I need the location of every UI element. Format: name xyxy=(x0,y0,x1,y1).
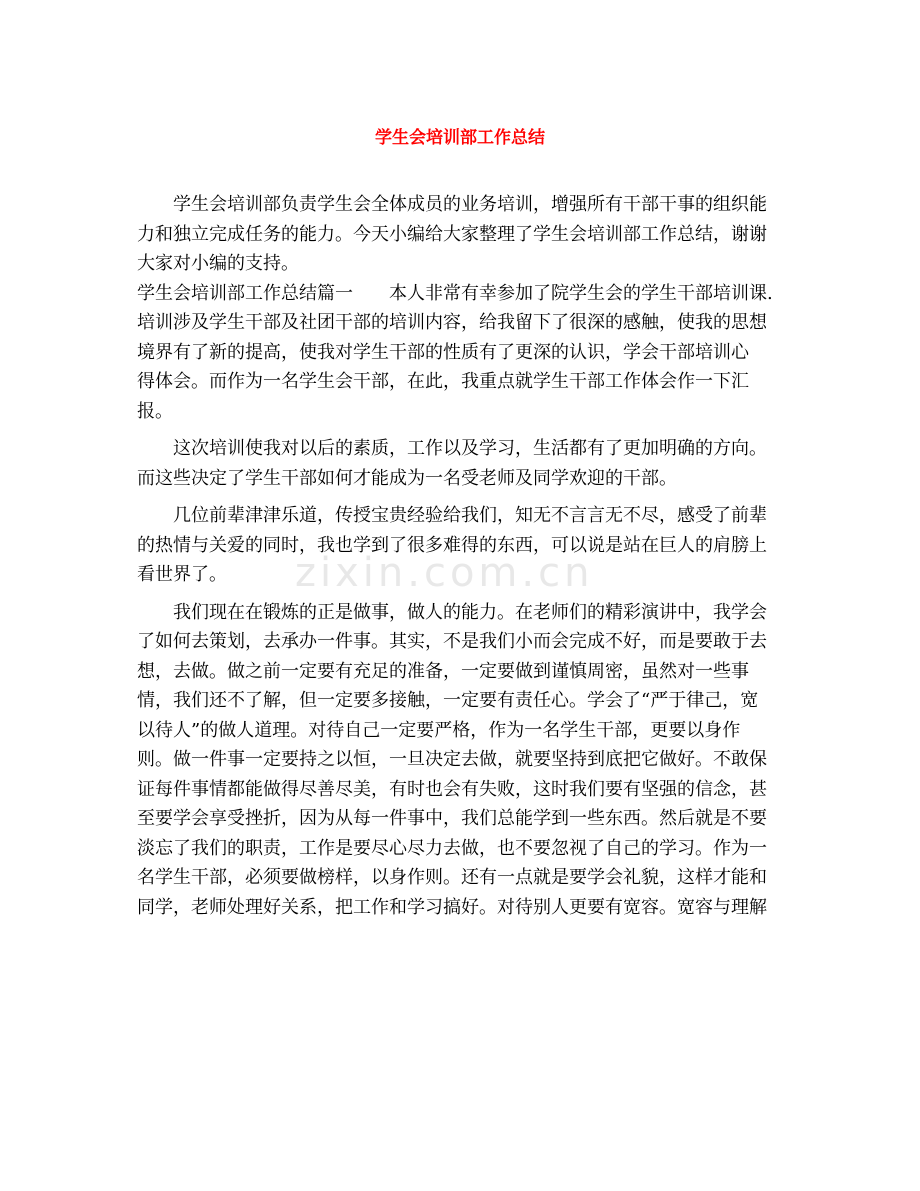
text-line: 则。做一件事一定要持之以恒，一旦决定去做，就要坚持到底把它做好。不敢保 xyxy=(137,749,767,770)
text-line: 得体会。而作为一名学生会干部，在此，我重点就学生干部工作体会作一下汇 xyxy=(137,371,749,392)
text-line: 证每件事情都能做得尽善尽美，有时也会有失败，这时我们要有坚强的信念，甚 xyxy=(137,778,767,800)
text-line: 大家对小编的支持。 xyxy=(137,253,299,274)
text-line: 我们现在在锻炼的正是做事，做人的能力。在老师们的精彩演讲中，我学会 xyxy=(173,601,767,623)
watermark: zixin.com.cn xyxy=(295,550,594,596)
text-line: 几位前辈津津乐道，传授宝贵经验给我们，知无不言言无不尽，感受了前辈 xyxy=(173,505,767,526)
text-line: 报。 xyxy=(137,400,173,422)
section-first-line: 本人非常有幸参加了院学生会的学生干部培训课. xyxy=(389,282,773,304)
text-line: 想，去做。做之前一定要有充足的准备，一定要做到谨慎周密，虽然对一些事 xyxy=(137,660,749,682)
paragraph-4 xyxy=(137,598,777,923)
document-body xyxy=(137,190,777,922)
document-title: 学生会培训部工作总结 xyxy=(375,128,545,148)
text-line: 学生会培训部负责学生会全体成员的业务培训，增强所有干部干事的组织能 xyxy=(173,194,767,215)
text-line: 名学生干部，必须要做榜样，以身作则。还有一点就是要学会礼貌，这样才能和 xyxy=(137,867,767,888)
text-line: 境界有了新的提高，使我对学生干部的性质有了更深的认识，学会干部培训心 xyxy=(137,341,749,363)
text-line: 培训涉及学生干部及社团干部的培训内容，给我留下了很深的感触，使我的思想 xyxy=(137,312,767,333)
text-line: 而这些决定了学生干部如何才能成为一名受老师及同学欢迎的干部。 xyxy=(137,467,677,489)
text-line: 情，我们还不了解，但一定要多接触，一定要有责任心。学会了“严于律己，宽 xyxy=(137,690,759,711)
text-line: 的热情与关爱的同时，我也学到了很多难得的东西，可以说是站在巨人的肩膀上 xyxy=(137,534,767,556)
text-line xyxy=(137,279,777,309)
paragraph-2 xyxy=(137,434,777,493)
text-line: 淡忘了我们的职责，工作是要尽心尽力去做，也不要忽视了自己的学习。作为一 xyxy=(137,837,767,859)
text-line: 至要学会享受挫折，因为从每一件事中，我们总能学到一些东西。然后就是不要 xyxy=(137,808,767,829)
paragraph-gap xyxy=(137,590,777,598)
text-line: 了如何去策划，去承办一件事。其实，不是我们小而会完成不好，而是要敢于去 xyxy=(137,631,767,652)
text-line: 以待人”的做人道理。对待自己一定要严格，作为一名学生干部，更要以身作 xyxy=(137,719,741,741)
paragraph-gap xyxy=(137,426,777,434)
section-heading: 学生会培训部工作总结篇一 xyxy=(137,282,353,304)
paragraph-3 xyxy=(137,501,777,590)
section-1-paragraph xyxy=(137,279,777,427)
text-line: 力和独立完成任务的能力。今天小编给大家整理了学生会培训部工作总结，谢谢 xyxy=(137,223,767,245)
text-line: 同学，老师处理好关系，把工作和学习搞好。对待别人更要有宽容。宽容与理解 xyxy=(137,896,767,918)
intro-paragraph xyxy=(137,190,777,279)
text-line: 看世界了。 xyxy=(137,564,227,585)
text-line: 这次培训使我对以后的素质，工作以及学习，生活都有了更加明确的方向。 xyxy=(173,438,767,459)
paragraph-gap xyxy=(137,493,777,501)
